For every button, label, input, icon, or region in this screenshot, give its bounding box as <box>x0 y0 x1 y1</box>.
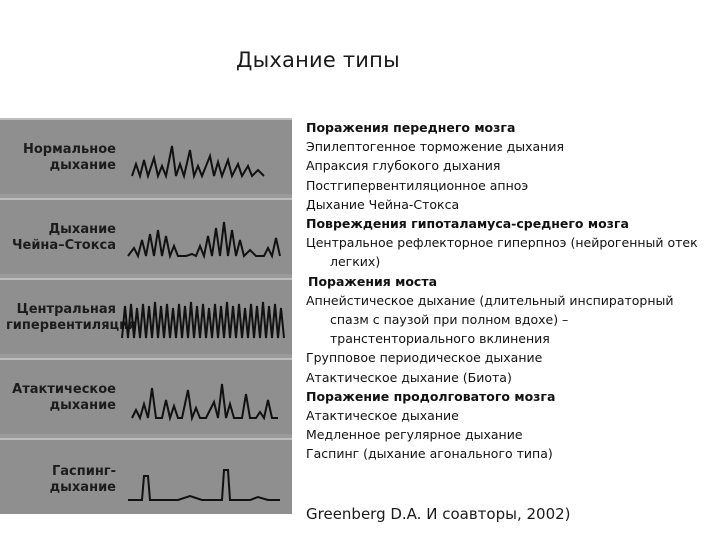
panel-normal <box>0 118 292 194</box>
list-item: Гаспинг (дыхание агонального типа) <box>306 446 553 462</box>
waveform-gasping <box>118 440 288 516</box>
list-item: Групповое периодическое дыхание <box>306 350 543 366</box>
list-item: Медленное регулярное дыхание <box>306 427 523 443</box>
panel-gasping <box>0 438 292 514</box>
panel-label-ataxic: Атактическое дыхание <box>12 382 116 413</box>
lesion-breathing-list <box>306 118 716 464</box>
list-item: Дыхание Чейна-Стокса <box>306 196 460 212</box>
list-item: Апраксия глубокого дыхания <box>306 158 501 174</box>
panel-label-normal: Нормальное дыхание <box>23 142 116 173</box>
waveform-ataxic <box>118 360 288 436</box>
list-item: Постгипервентиляционное апноэ <box>306 177 529 193</box>
list-item: транстенториального вклинения <box>330 331 550 347</box>
list-item: Центральное рефлекторное гиперпноэ (нейрогенный отек <box>306 235 698 251</box>
list-item: спазм с паузой при полном вдохе) – <box>330 312 569 328</box>
waveform-central-hyperventilation <box>118 280 288 356</box>
citation: Greenberg D.A. И соавторы, 2002) <box>306 505 571 523</box>
list-item: Эпилептогенное торможение дыхания <box>306 139 564 155</box>
panel-ataxic <box>0 358 292 434</box>
panel-cheyne-stokes <box>0 198 292 274</box>
list-heading: Поражение продолговатого мозга <box>306 388 556 404</box>
breathing-patterns-figure <box>0 118 292 514</box>
slide-title: Дыхание типы <box>236 48 400 72</box>
list-item: легких) <box>330 254 381 270</box>
panel-label-gasping: Гаспинг- дыхание <box>49 464 116 495</box>
panel-central-hyperventilation <box>0 278 292 354</box>
list-item: Атактическое дыхание <box>306 408 459 424</box>
list-heading: Поражения моста <box>308 273 438 289</box>
list-item: Атактическое дыхание (Биота) <box>306 369 512 385</box>
list-heading: Поражения переднего мозга <box>306 120 516 135</box>
waveform-normal <box>118 120 288 196</box>
panel-label-central-hyperventilation: Центральная гипервентиляция <box>6 302 137 333</box>
list-item: Апнейстическое дыхание (длительный инспираторный <box>306 292 674 308</box>
waveform-cheyne-stokes <box>118 200 288 276</box>
panel-label-cheyne-stokes: Дыхание Чейна–Стокса <box>12 222 116 253</box>
list-heading: Повреждения гипоталамуса-среднего мозга <box>306 216 629 232</box>
